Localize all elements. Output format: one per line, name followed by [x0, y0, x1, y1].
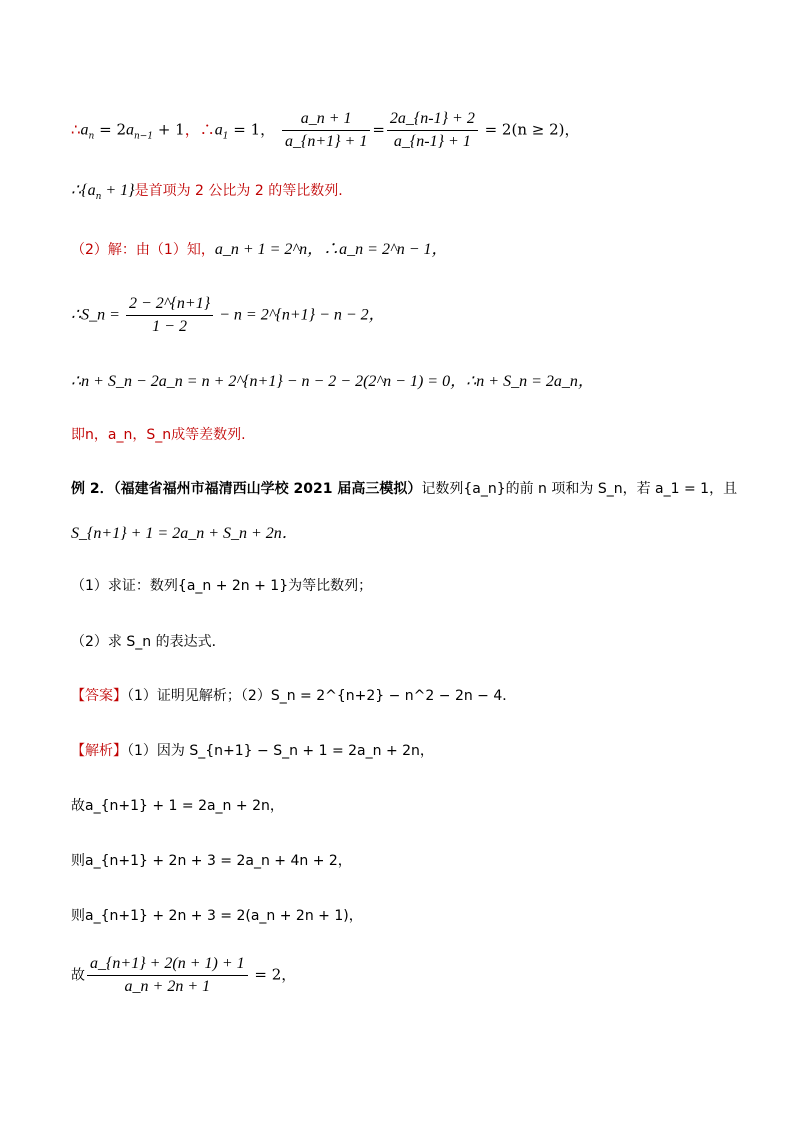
example-source: （福建省福州市福清西山学校 2021 届高三模拟） — [113, 481, 422, 497]
fraction-num: 2a_{n-1} + 2 — [387, 110, 478, 131]
statement: 是首项为 2 公比为 2 的等比数列. — [134, 183, 343, 199]
equation-line-5 — [71, 368, 594, 391]
text-line-3 — [71, 236, 448, 259]
analysis-label: 【解析】 — [71, 743, 127, 759]
text-line-6 — [71, 424, 246, 444]
result: = 2(n ≥ 2)， — [479, 120, 580, 139]
fraction-den: a_{n-1} + 1 — [393, 133, 471, 150]
example-label: 例 2． — [71, 481, 114, 497]
question-1 — [71, 575, 372, 595]
step-line-13 — [71, 795, 284, 815]
step-text: 故a_{n+1} + 1 = 2a_n + 2n， — [71, 798, 284, 814]
equation: S_{n+1} + 1 = 2a_n + S_n + 2n． — [71, 525, 298, 542]
step-text: 则a_{n+1} + 2n + 3 = 2(a_n + 2n + 1)， — [71, 908, 363, 924]
step-text: 则a_{n+1} + 2n + 3 = 2a_n + 4n + 2， — [71, 853, 352, 869]
sum-label: ∴S_n = — [71, 306, 124, 324]
comma: ， — [260, 120, 276, 139]
answer-label: 【答案】 — [71, 688, 127, 704]
example-text: 记数列{a_n}的前 n 项和为 S_n，若 a_1 = 1，且 — [421, 481, 738, 497]
subscript-n: n — [88, 131, 95, 142]
fraction-sum — [126, 295, 213, 336]
var-a: a — [80, 121, 89, 139]
fraction-den: 1 − 2 — [152, 318, 187, 335]
sum-tail: − n = 2^{n+1} − n − 2， — [215, 306, 385, 324]
geom-seq-expr-end: + 1} — [101, 182, 135, 199]
fraction-2 — [387, 110, 478, 151]
subscript-1: 1 — [222, 131, 229, 142]
solution-intro: （2）解：由（1）知， — [71, 242, 215, 258]
equation: a_n + 1 = 2^n，∴a_n = 2^n − 1， — [214, 241, 448, 258]
equation-line-1: $\therefore a_n = 2a_{n-1} + 1$，$\therefore a_1 = 1$， $\frac{a\_n + 1}{a\_\{n+1\} + 1}$ = $\frac{2a\_\{n-1\} + 2}{a\_\{n-1\} + 1}$ = 2(n ≥ 2)， — [71, 110, 580, 150]
geom-seq-expr: ∴{a — [71, 182, 96, 199]
separator: ，∴ — [184, 120, 215, 139]
text-line-2 — [71, 180, 343, 202]
answer-line — [71, 685, 516, 705]
question-text: （2）求 S_n 的表达式． — [71, 634, 226, 650]
equation-line-8 — [71, 520, 298, 543]
subscript-n-1: n−1 — [134, 131, 154, 142]
equation: ∴n + S_n − 2a_n = n + 2^{n+1} − n − 2 − 2(2^n − 1) = 0，∴n + S_n = 2a_n， — [71, 373, 594, 390]
analysis-line — [71, 740, 434, 760]
fraction-num: 2 − 2^{n+1} — [126, 295, 213, 316]
example-header — [71, 478, 737, 498]
fraction-den: a_{n+1} + 1 — [284, 133, 368, 150]
subscript-n: n — [95, 192, 102, 202]
eq-a1: = 1 — [228, 120, 261, 139]
fraction-ratio — [87, 955, 248, 996]
analysis-text: （1）因为 S_{n+1} − S_n + 1 = 2a_n + 2n， — [127, 743, 434, 759]
question-2 — [71, 631, 226, 651]
var-a1: a — [214, 121, 223, 139]
fraction-num: a_n + 1 — [282, 110, 370, 131]
answer-text: （1）证明见解析；（2）S_n = 2^{n+2} − n^2 − 2n − 4． — [127, 688, 517, 704]
var-a: a — [126, 121, 134, 139]
step-prefix: 故 — [71, 967, 85, 984]
therefore-symbol: ∴ — [71, 120, 81, 139]
equation-line-4 — [71, 295, 385, 336]
conclusion: 即n，a_n，S_n成等差数列. — [71, 427, 246, 443]
step-line-14 — [71, 850, 352, 870]
ratio-result: = 2， — [249, 965, 297, 984]
fraction-1 — [282, 110, 370, 151]
eq-text: = 2 — [94, 120, 126, 139]
question-text: （1）求证：数列{a_n + 2n + 1}为等比数列； — [71, 578, 373, 594]
step-line-15 — [71, 905, 363, 925]
step-line-16 — [71, 955, 296, 996]
eq-tail: + 1 — [153, 120, 185, 139]
fraction-den: a_n + 2n + 1 — [124, 978, 211, 995]
fraction-num: a_{n+1} + 2(n + 1) + 1 — [87, 955, 248, 976]
